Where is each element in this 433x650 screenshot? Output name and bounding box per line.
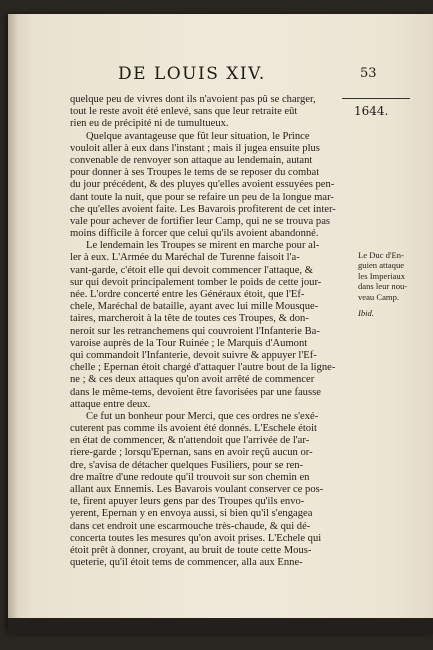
body-line: chele, Maréchal de bataille, ayant avec lui mille Mousque-	[70, 301, 319, 313]
body-line: convenable de renvoyer son attaque au lendemain, autant	[70, 154, 313, 166]
body-line: queterie, qu'il étoit tems de commencer, alla aux Enne-	[70, 557, 303, 569]
marginal-note-line: Le Duc d'En-	[358, 250, 404, 260]
page-number: 53	[360, 66, 377, 81]
body-line: sur qui devoit principalement tomber le poids de cette jour-	[70, 276, 322, 288]
body-line: yerent, Epernan y en envoya aussi, si bien qu'il s'engagea	[70, 508, 313, 520]
body-line: ler à eux. L'Armée du Maréchal de Turenne faisoit l'a-	[70, 252, 300, 264]
body-line: Quelque avantageuse que fût leur situation, le Prince	[86, 130, 310, 142]
body-line: qui commandoit l'Infanterie, devoit suivre & appuyer l'Ef-	[70, 349, 317, 361]
body-line: te, firent apuyer leurs gens par des Troupes qu'ils envo-	[70, 496, 305, 508]
body-line: vouloit aller à eux dans l'instant ; mais il jugea ensuite plus	[70, 142, 320, 154]
body-line: rien eu de précipité ni de tumultueux.	[70, 118, 229, 130]
body-line: dant toute la nuit, que pour se refaire un peu de la longue mar-	[70, 191, 334, 203]
body-line: vant-garde, c'étoit elle qui devoit commencer l'attaque, &	[70, 264, 313, 276]
marginal-note-line: veau Camp.	[358, 291, 400, 302]
body-line: ne ; & ces deux attaques qu'on avoit arrêté de commencer	[70, 374, 315, 386]
body-line: tout le reste avoit été enlevé, sans que leur retraite eût	[70, 106, 298, 118]
book-page	[8, 14, 433, 634]
page-bottom-shadow	[8, 618, 433, 634]
body-line: cuterent pas comme ils avoient été donnés. L'Eschele étoit	[70, 423, 317, 435]
marginal-note-line: les Imperiaux	[358, 270, 406, 281]
body-line: dre, s'avisa de détacher quelques Fusiliers, pour se ren-	[70, 459, 304, 471]
body-line: dans le même-tems, devoient être favorisées par une fausse	[70, 386, 321, 398]
marginal-note-line: dans leur nou-	[358, 281, 408, 292]
body-line: quelque peu de vivres dont ils n'avoient pas pû se charger,	[70, 94, 316, 105]
body-line: Le lendemain les Troupes se mirent en marche pour al-	[86, 240, 320, 252]
body-line: du jour précédent, & des pluyes qu'elles avoient essuyées pen-	[70, 179, 335, 191]
body-line: Ce fut un bonheur pour Merci, que ces ordres ne s'exé-	[86, 410, 319, 422]
body-line: étoit prêt à donner, croyant, au bruit de toute cette Mous-	[70, 544, 312, 556]
body-line: allant aux Ennemis. Les Bavarois voulant conserver ce pos-	[70, 484, 324, 495]
marginal-year: 1644.	[354, 104, 389, 118]
body-line: pour donner à ses Troupes le tems de se reposer du combat	[70, 167, 320, 179]
running-title: DE LOUIS XIV.	[118, 64, 266, 84]
body-line: vale pour achever de fortifier leur Camp, qui ne se trouva pas	[70, 215, 331, 227]
page-gutter-shadow	[8, 14, 18, 634]
body-line: chelle ; Epernan étoit chargé d'attaquer l'autre bout de la ligne-	[70, 362, 336, 374]
body-line: concerta toutes les mesures qu'on avoit prises. L'Echele qui	[70, 532, 322, 544]
body-line: che qu'elles avoient faite. Les Bavarois profiterent de cet inter-	[70, 203, 336, 215]
body-line: moins difficile à forcer que celui qu'ils avoient abandonné.	[70, 228, 319, 240]
marginal-note-line: guien attaque	[358, 260, 405, 271]
body-line: dans cet endroit une escarmouche très-chaude, & qui dé-	[70, 520, 311, 532]
body-line: taires, marcheroit à la tête de toutes ces Troupes, & don-	[70, 313, 309, 325]
body-line: riere-garde ; lorsqu'Epernan, sans en avoir reçû aucun or-	[70, 447, 313, 459]
body-text	[70, 94, 360, 569]
body-line: attaque entre deux.	[70, 398, 151, 410]
body-line: neroit sur les retranchemens qui couvroient l'Infanterie Ba-	[70, 325, 320, 337]
body-line: varoise auprès de la Tour Ruinée ; le Marquis d'Aumont	[70, 337, 308, 349]
body-line: en état de commencer, & n'attendoit que l'arrivée de l'ar-	[70, 435, 310, 447]
marginal-reference: Ibid.	[358, 308, 374, 319]
body-line: dre maître d'une redoute qu'il trouvoit sur son chemin en	[70, 471, 310, 483]
marginal-note	[358, 250, 418, 318]
body-line: née. L'ordre concerté entre les Généraux étoit, que l'Ef-	[70, 289, 305, 300]
